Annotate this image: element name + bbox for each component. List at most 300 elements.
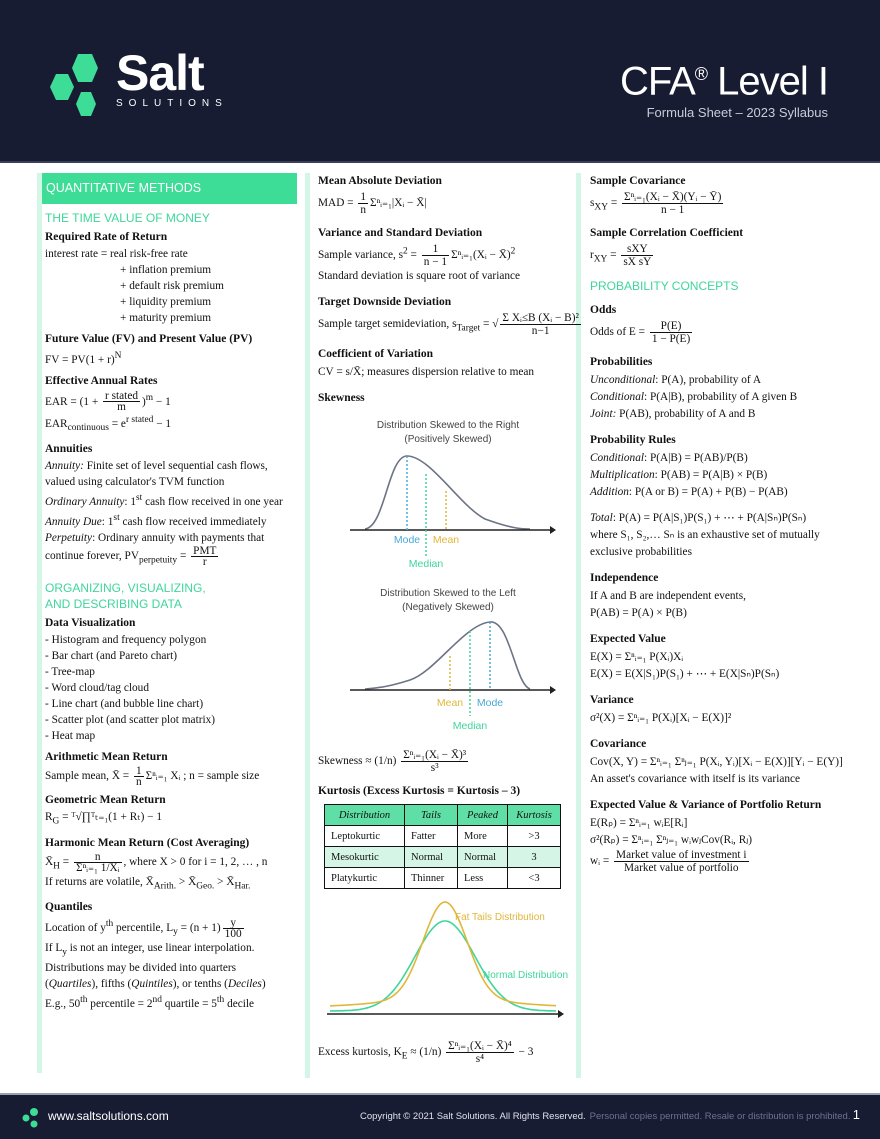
text-run: = — [608, 197, 621, 210]
formula-line: where S₁, S₂,… Sₙ is an exhaustive set of mutually — [590, 528, 820, 541]
chart-subtitle: (Positively Skewed) — [404, 434, 492, 446]
denominator: n − 1 — [423, 256, 448, 268]
median-label: Median — [452, 720, 488, 733]
document-subtitle: Formula Sheet – 2023 Syllabus — [646, 105, 828, 121]
content-block — [45, 615, 297, 744]
fraction — [422, 243, 449, 268]
formula-line: Distributions may be divided into quarters — [45, 962, 237, 975]
formula-line — [590, 467, 875, 484]
subscript: Har. — [234, 881, 251, 892]
skewed-right-chart — [318, 416, 578, 574]
numerator: 1 — [422, 243, 449, 256]
formula-line — [45, 458, 297, 474]
content-block — [45, 899, 297, 1012]
formula-line: - Scatter plot (and scatter plot matrix) — [45, 714, 216, 727]
salt-solutions-logo — [50, 45, 228, 120]
block-heading: Effective Annual Rates — [45, 374, 158, 387]
page-footer — [0, 1093, 880, 1139]
formula-line: + maturity premium — [120, 312, 212, 324]
table-row — [325, 826, 561, 847]
subscript: XY — [594, 202, 608, 213]
formula-line — [590, 243, 875, 268]
subscript: H — [53, 860, 60, 871]
subscript: Geo. — [196, 881, 215, 892]
block-heading: Annuities — [45, 443, 93, 456]
table-cell: 3 — [508, 847, 561, 868]
formula-line — [45, 852, 297, 874]
text-run: r — [590, 249, 594, 262]
numerator: sXY — [621, 243, 653, 256]
kurtosis-table — [324, 804, 561, 889]
formula-line: exclusive probabilities — [590, 545, 692, 558]
content-block — [45, 373, 297, 437]
formula-line: An asset's covariance with itself is its variance — [590, 772, 801, 785]
block-heading: Coefficient of Variation — [318, 348, 433, 361]
subscript: y — [62, 947, 67, 958]
middle-column — [305, 173, 581, 1078]
fraction — [358, 191, 368, 216]
formula-line: - Word cloud/tag cloud — [45, 682, 149, 695]
numerator: Market value of investment i — [616, 848, 747, 861]
registered-mark: ® — [694, 64, 708, 84]
page-number: 1 — [852, 1107, 860, 1122]
numerator: Σ Xᵢ≤B (Xᵢ − B)² — [502, 312, 579, 324]
text-run: : P(A or B) = P(A) + P(B) − P(AB) — [628, 485, 788, 498]
formula-line — [45, 490, 297, 510]
content-block — [318, 294, 579, 337]
text-run: X̄ — [45, 855, 54, 868]
superscript: th — [80, 995, 88, 1006]
block-heading: Covariance — [590, 737, 647, 750]
fraction — [621, 243, 653, 268]
chart-subtitle: (Negatively Skewed) — [402, 602, 494, 614]
text-run: = e — [108, 418, 126, 431]
text-run: Skewness ≈ (1/n) — [318, 755, 400, 768]
italic-term: Annuity Due — [45, 515, 102, 528]
table-cell: Thinner — [405, 868, 458, 889]
denominator: Σⁿᵢ₌₁ 1/Xᵢ — [76, 861, 120, 874]
formula-line: + inflation premium — [120, 264, 212, 276]
text-run: > X̄ — [176, 875, 197, 888]
superscript: st — [136, 493, 143, 504]
text-run: : P(A|B) = P(AB)/P(B) — [643, 451, 748, 464]
denominator: 1 − P(E) — [651, 332, 691, 345]
numerator: Σⁿᵢ₌₁(Xᵢ − X̄)(Yᵢ − Ȳ) — [624, 191, 722, 203]
text-run: = (n + 1) — [177, 921, 221, 934]
column-header: Distribution — [325, 805, 405, 826]
text-run: is not an integer, use linear interpolation. — [66, 942, 255, 955]
text-run: = — [607, 249, 620, 262]
usage-note: Personal copies permitted. Resale or distribution is prohibited. — [589, 1111, 851, 1122]
block-heading: Mean Absolute Deviation — [318, 175, 442, 187]
content-block — [45, 749, 297, 787]
content-block — [590, 432, 875, 501]
copyright-notice — [360, 1111, 850, 1122]
kurtosis-heading: Kurtosis (Excess Kurtosis = Kurtosis – 3) — [318, 785, 521, 798]
numerator: y — [223, 918, 244, 929]
italic-term: Ordinary Annuity — [45, 496, 125, 509]
skewness-formula — [318, 749, 576, 774]
numerator: P(E) — [650, 320, 692, 333]
formula-line — [590, 484, 875, 501]
denominator: s³ — [430, 762, 439, 775]
text-run: ≈ (1/n) — [407, 1046, 445, 1059]
content-block — [318, 346, 576, 381]
denominator: r — [202, 555, 207, 568]
title-level: Level I — [707, 59, 828, 104]
table-cell: <3 — [508, 868, 561, 889]
denominator: n — [136, 776, 142, 789]
formula-line: interest rate = real risk-free rate — [45, 248, 188, 260]
text-run: continue forever, PV — [45, 550, 139, 563]
axis-arrow-icon — [558, 1010, 564, 1018]
text-run: FV = PV(1 + r) — [45, 353, 115, 366]
block-heading: Required Rate of Return — [45, 231, 168, 243]
formula-line — [45, 809, 297, 829]
text-run: − 3 — [515, 1046, 534, 1059]
text-run: : 1 — [101, 515, 114, 528]
italic-term: Multiplication — [590, 468, 655, 481]
mode-label: Mode — [476, 697, 504, 710]
chart-title: Distribution Skewed to the Right — [376, 420, 520, 432]
formula-line — [45, 412, 297, 436]
text-run: Σⁿᵢ₌₁(Xᵢ − X̄) — [451, 249, 511, 262]
text-run: ), or tenths ( — [172, 978, 228, 991]
left-column — [37, 173, 297, 1073]
block-heading: Variance — [590, 693, 634, 706]
formula-line — [45, 916, 297, 940]
formula-line: - Heat map — [45, 730, 96, 743]
median-label: Median — [408, 558, 444, 571]
content-block — [590, 173, 875, 216]
text-run: quartile = 5 — [161, 998, 217, 1011]
axis-arrow-icon — [550, 686, 556, 694]
block-heading: Independence — [590, 571, 659, 584]
quantitative-methods-banner: QUANTITATIVE METHODS — [42, 173, 297, 204]
formula-line: Standard deviation is square root of variance — [318, 270, 521, 282]
numerator: Σⁿᵢ₌₁(Xᵢ − X̄)⁴ — [448, 1040, 512, 1053]
table-cell: Fatter — [405, 826, 458, 847]
formula-line — [45, 766, 297, 787]
content-block — [45, 792, 297, 829]
formula-line — [590, 450, 875, 467]
table-cell: Leptokurtic — [325, 826, 405, 847]
mean-label: Mean — [432, 534, 460, 547]
text-run: Odds of E = — [590, 325, 648, 338]
distribution-curve — [365, 456, 530, 529]
subscript: Arith. — [153, 881, 177, 892]
block-heading: Probability Rules — [590, 433, 676, 446]
text-run: ) — [261, 978, 266, 991]
table-cell: Mesokurtic — [325, 847, 405, 868]
numerator: 1 — [136, 765, 142, 778]
text-run: = — [407, 249, 420, 262]
section-title-probability-concepts: PROBABILITY CONCEPTS — [590, 278, 739, 293]
table-cell: Less — [458, 868, 508, 889]
superscript: N — [114, 351, 122, 361]
content-block — [318, 390, 576, 407]
formula-line — [590, 510, 875, 527]
fraction — [103, 391, 140, 412]
formula-line: σ²(Rₚ) = Σⁿᵢ₌₁ Σⁿⱼ₌₁ wᵢwⱼCov(Rᵢ, Rⱼ) — [590, 833, 752, 846]
fraction — [401, 749, 468, 774]
formula-line: - Tree-map — [45, 666, 95, 679]
text-run: = — [59, 855, 72, 868]
text-run: = √ — [480, 318, 499, 331]
content-block — [45, 835, 297, 895]
content-block — [318, 1040, 576, 1065]
column-header: Peaked — [458, 805, 508, 826]
text-run: : 1 — [124, 496, 137, 509]
text-run: cash flow received immediately — [119, 515, 267, 528]
text-run: − 1 — [153, 395, 171, 408]
text-run: wᵢ = — [590, 854, 613, 867]
fraction — [614, 849, 749, 874]
subscript: continuous — [67, 423, 109, 434]
content-block — [590, 225, 875, 268]
superscript: th — [105, 919, 114, 930]
text-run: = — [177, 550, 190, 563]
denominator: n − 1 — [661, 204, 685, 216]
formula-line: E(X) = Σⁿᵢ₌₁ P(Xᵢ)Xᵢ — [590, 650, 684, 663]
content-block — [318, 749, 576, 774]
block-heading: Expected Value & Variance of Portfolio Return — [590, 798, 822, 811]
formula-line — [590, 389, 875, 406]
block-heading: Arithmetic Mean Return — [45, 751, 168, 764]
formula-line — [318, 1040, 576, 1065]
formula-line: valued using calculator's TVM function — [45, 476, 225, 489]
formula-line — [45, 510, 297, 530]
subscript: perpetuity — [138, 555, 178, 566]
website-link[interactable]: www.saltsolutions.com — [48, 1109, 169, 1123]
logo-subtitle: SOLUTIONS — [116, 98, 228, 109]
numerator: Σⁿᵢ₌₁(Xᵢ − X̄)³ — [403, 749, 467, 762]
text-run: EAR — [45, 418, 68, 431]
text-run: Location of y — [45, 921, 106, 934]
skewed-left-chart — [318, 584, 578, 749]
text-run: : P(A|B), probability of A given B — [643, 390, 798, 403]
text-run: ( — [45, 978, 49, 991]
text-run: If L — [45, 942, 63, 955]
formula-line: E(Rₚ) = Σⁿᵢ₌₁ wᵢE[Rᵢ] — [590, 816, 688, 829]
distribution-curve — [365, 622, 530, 689]
formula-line — [590, 372, 875, 389]
logo-wordmark: Salt — [116, 45, 204, 101]
fat-tails-label: Fat Tails Distribution — [455, 912, 545, 924]
text-run: decile — [224, 998, 255, 1011]
table-cell: Normal — [405, 847, 458, 868]
block-heading: Sample Covariance — [590, 175, 686, 187]
block-heading: Sample Correlation Coefficient — [590, 227, 744, 240]
table-row — [325, 847, 561, 868]
italic-term: Addition — [590, 485, 629, 498]
text-run: : P(AB) = P(A|B) × P(B) — [654, 468, 768, 481]
text-run: Σⁿᵢ₌₁|Xᵢ − X̄| — [370, 197, 427, 210]
formula-line: + liquidity premium — [120, 296, 212, 308]
chart-title: Distribution Skewed to the Left — [380, 588, 516, 600]
denominator: n−1 — [531, 325, 550, 337]
block-heading: Skewness — [318, 392, 365, 405]
text-run: ) — [141, 395, 146, 408]
content-block — [318, 173, 576, 216]
numerator: n — [74, 852, 122, 863]
table-row — [325, 868, 561, 889]
formula-line — [45, 530, 297, 546]
block-heading: Target Downside Deviation — [318, 296, 452, 308]
italic-term: Conditional — [590, 390, 644, 403]
text-run: If returns are volatile, X̄ — [45, 875, 154, 888]
formula-line: + default risk premium — [120, 280, 224, 292]
denominator: Market value of portfolio — [624, 861, 739, 874]
formula-line — [45, 874, 297, 894]
formula-line — [45, 390, 297, 413]
text-run: Excess kurtosis, K — [318, 1046, 402, 1059]
denominator: n — [360, 204, 367, 216]
content-block — [590, 736, 875, 788]
formula-line: P(AB) = P(A) × P(B) — [590, 606, 687, 619]
subscript: G — [52, 816, 60, 827]
text-run: > X̄ — [214, 875, 235, 888]
denominator: sX sY — [623, 256, 652, 269]
formula-line: E(X) = E(X|S₁)P(S₁) + ⋯ + E(X|Sₙ)P(Sₙ) — [590, 667, 780, 680]
numerator: 1 — [360, 191, 367, 203]
text-run: R — [45, 811, 53, 824]
content-block — [45, 331, 297, 368]
normal-distribution-label: Normal Distribution — [483, 970, 569, 982]
formula-line: CV = s/X̄; measures dispersion relative to mean — [318, 366, 535, 379]
table-cell: Normal — [458, 847, 508, 868]
content-block — [590, 570, 875, 622]
fraction — [134, 766, 144, 787]
italic-term: Deciles — [227, 978, 262, 991]
document-title — [620, 52, 828, 120]
content-block — [590, 631, 875, 683]
kurtosis-chart — [318, 898, 580, 1020]
superscript: 2 — [403, 246, 408, 257]
content-block — [318, 225, 576, 285]
formula-line: - Histogram and frequency polygon — [45, 634, 207, 647]
fraction — [74, 852, 122, 873]
block-heading: Probabilities — [590, 355, 653, 368]
hexagon-logo-icon — [22, 1108, 42, 1128]
content-block — [590, 692, 875, 727]
superscript: st — [113, 513, 120, 524]
fraction — [191, 546, 218, 567]
mode-label: Mode — [393, 534, 421, 547]
block-heading: Geometric Mean Return — [45, 794, 166, 807]
text-run: ), fifths ( — [91, 978, 132, 991]
formula-line — [45, 940, 297, 960]
block-heading: Data Visualization — [45, 617, 136, 630]
formula-line — [590, 849, 875, 874]
text-run: P(AB), probability of A and B — [616, 407, 756, 420]
column-header: Kurtosis — [508, 805, 561, 826]
text-run: − 1 — [153, 418, 172, 431]
fraction — [446, 1040, 514, 1065]
column-header: Tails — [405, 805, 458, 826]
formula-line — [590, 320, 875, 345]
block-heading: Expected Value — [590, 632, 666, 645]
denominator: 100 — [224, 927, 242, 940]
block-heading: Odds — [590, 303, 617, 316]
text-run: s — [590, 197, 595, 210]
block-heading: Harmonic Mean Return (Cost Averaging) — [45, 836, 250, 849]
content-block — [590, 797, 875, 874]
text-run: , where X > 0 for i = 1, 2, … , n — [123, 855, 268, 868]
superscript: m — [145, 392, 154, 403]
page-header — [0, 0, 880, 163]
text-run: Finite set of level sequential cash flows, — [83, 460, 268, 473]
subscript: y — [173, 927, 178, 938]
hexagon-logo-icon — [50, 50, 112, 120]
table-cell: Platykurtic — [325, 868, 405, 889]
superscript: r stated — [125, 415, 154, 426]
subscript: XY — [593, 254, 608, 265]
superscript: th — [216, 995, 225, 1006]
formula-line — [45, 348, 297, 368]
text-run: Sample mean, X̄ = — [45, 770, 132, 783]
italic-term: Conditional — [590, 451, 644, 464]
formula-line: - Line chart (and bubble line chart) — [45, 698, 204, 711]
formula-line — [45, 546, 297, 568]
mean-label: Mean — [436, 697, 464, 710]
text-run: EAR = (1 + — [45, 395, 102, 408]
italic-term: Quintiles — [131, 978, 173, 991]
formula-line: Cov(X, Y) = Σⁿᵢ₌₁ Σⁿⱼ₌₁ P(Xᵢ, Yᵢ)[Xᵢ − E(X)][Yᵢ − E(Y)] — [590, 755, 843, 768]
italic-term: Joint: — [590, 407, 617, 420]
block-heading: Quantiles — [45, 901, 93, 914]
copyright-text: Copyright © 2021 Salt Solutions. All Rights Reserved. — [360, 1111, 586, 1122]
denominator: s⁴ — [475, 1053, 485, 1066]
text-run: Sample variance, s — [318, 249, 404, 262]
fraction — [500, 312, 580, 337]
text-run: E.g., 50 — [45, 998, 81, 1011]
italic-term: Total — [590, 511, 613, 524]
right-column — [585, 173, 875, 883]
text-run: percentile = 2 — [87, 998, 153, 1011]
formula-line — [318, 191, 576, 216]
table-header-row — [325, 805, 561, 826]
content-block — [45, 229, 297, 326]
formula-line — [318, 243, 576, 268]
content-block — [590, 510, 875, 561]
formula-line — [590, 406, 875, 423]
text-run: MAD = — [318, 197, 357, 210]
formula-line — [45, 976, 297, 992]
formula-line: σ²(X) = Σⁿᵢ₌₁ P(Xᵢ)[Xᵢ − E(X)]² — [590, 711, 732, 724]
italic-term: Unconditional — [590, 373, 656, 386]
italic-term: Annuity: — [45, 460, 84, 473]
fraction — [650, 320, 692, 345]
formula-line: - Bar chart (and Pareto chart) — [45, 650, 178, 663]
table-cell: More — [458, 826, 508, 847]
content-block — [590, 354, 875, 423]
text-run: = ᵀ√∏ᵀₜ₌₁(1 + Rₜ) − 1 — [59, 811, 163, 824]
text-run: percentile, L — [113, 921, 174, 934]
formula-line — [45, 992, 297, 1012]
numerator: r stated — [105, 390, 138, 403]
section-title: THE TIME VALUE OF MONEY — [45, 211, 210, 225]
content-block — [45, 441, 297, 568]
text-run: Sample target semideviation, s — [318, 318, 457, 331]
formula-line — [318, 312, 579, 337]
superscript: nd — [152, 995, 162, 1006]
text-run: : Ordinary annuity with payments that — [92, 531, 265, 544]
text-run: : P(A) = P(A|S₁)P(S₁) + ⋯ + P(A|Sₙ)P(Sₙ) — [612, 511, 807, 524]
denominator: m — [117, 401, 126, 414]
text-run: cash flow received in one year — [142, 496, 283, 509]
italic-term: Perpetuity — [45, 531, 93, 544]
